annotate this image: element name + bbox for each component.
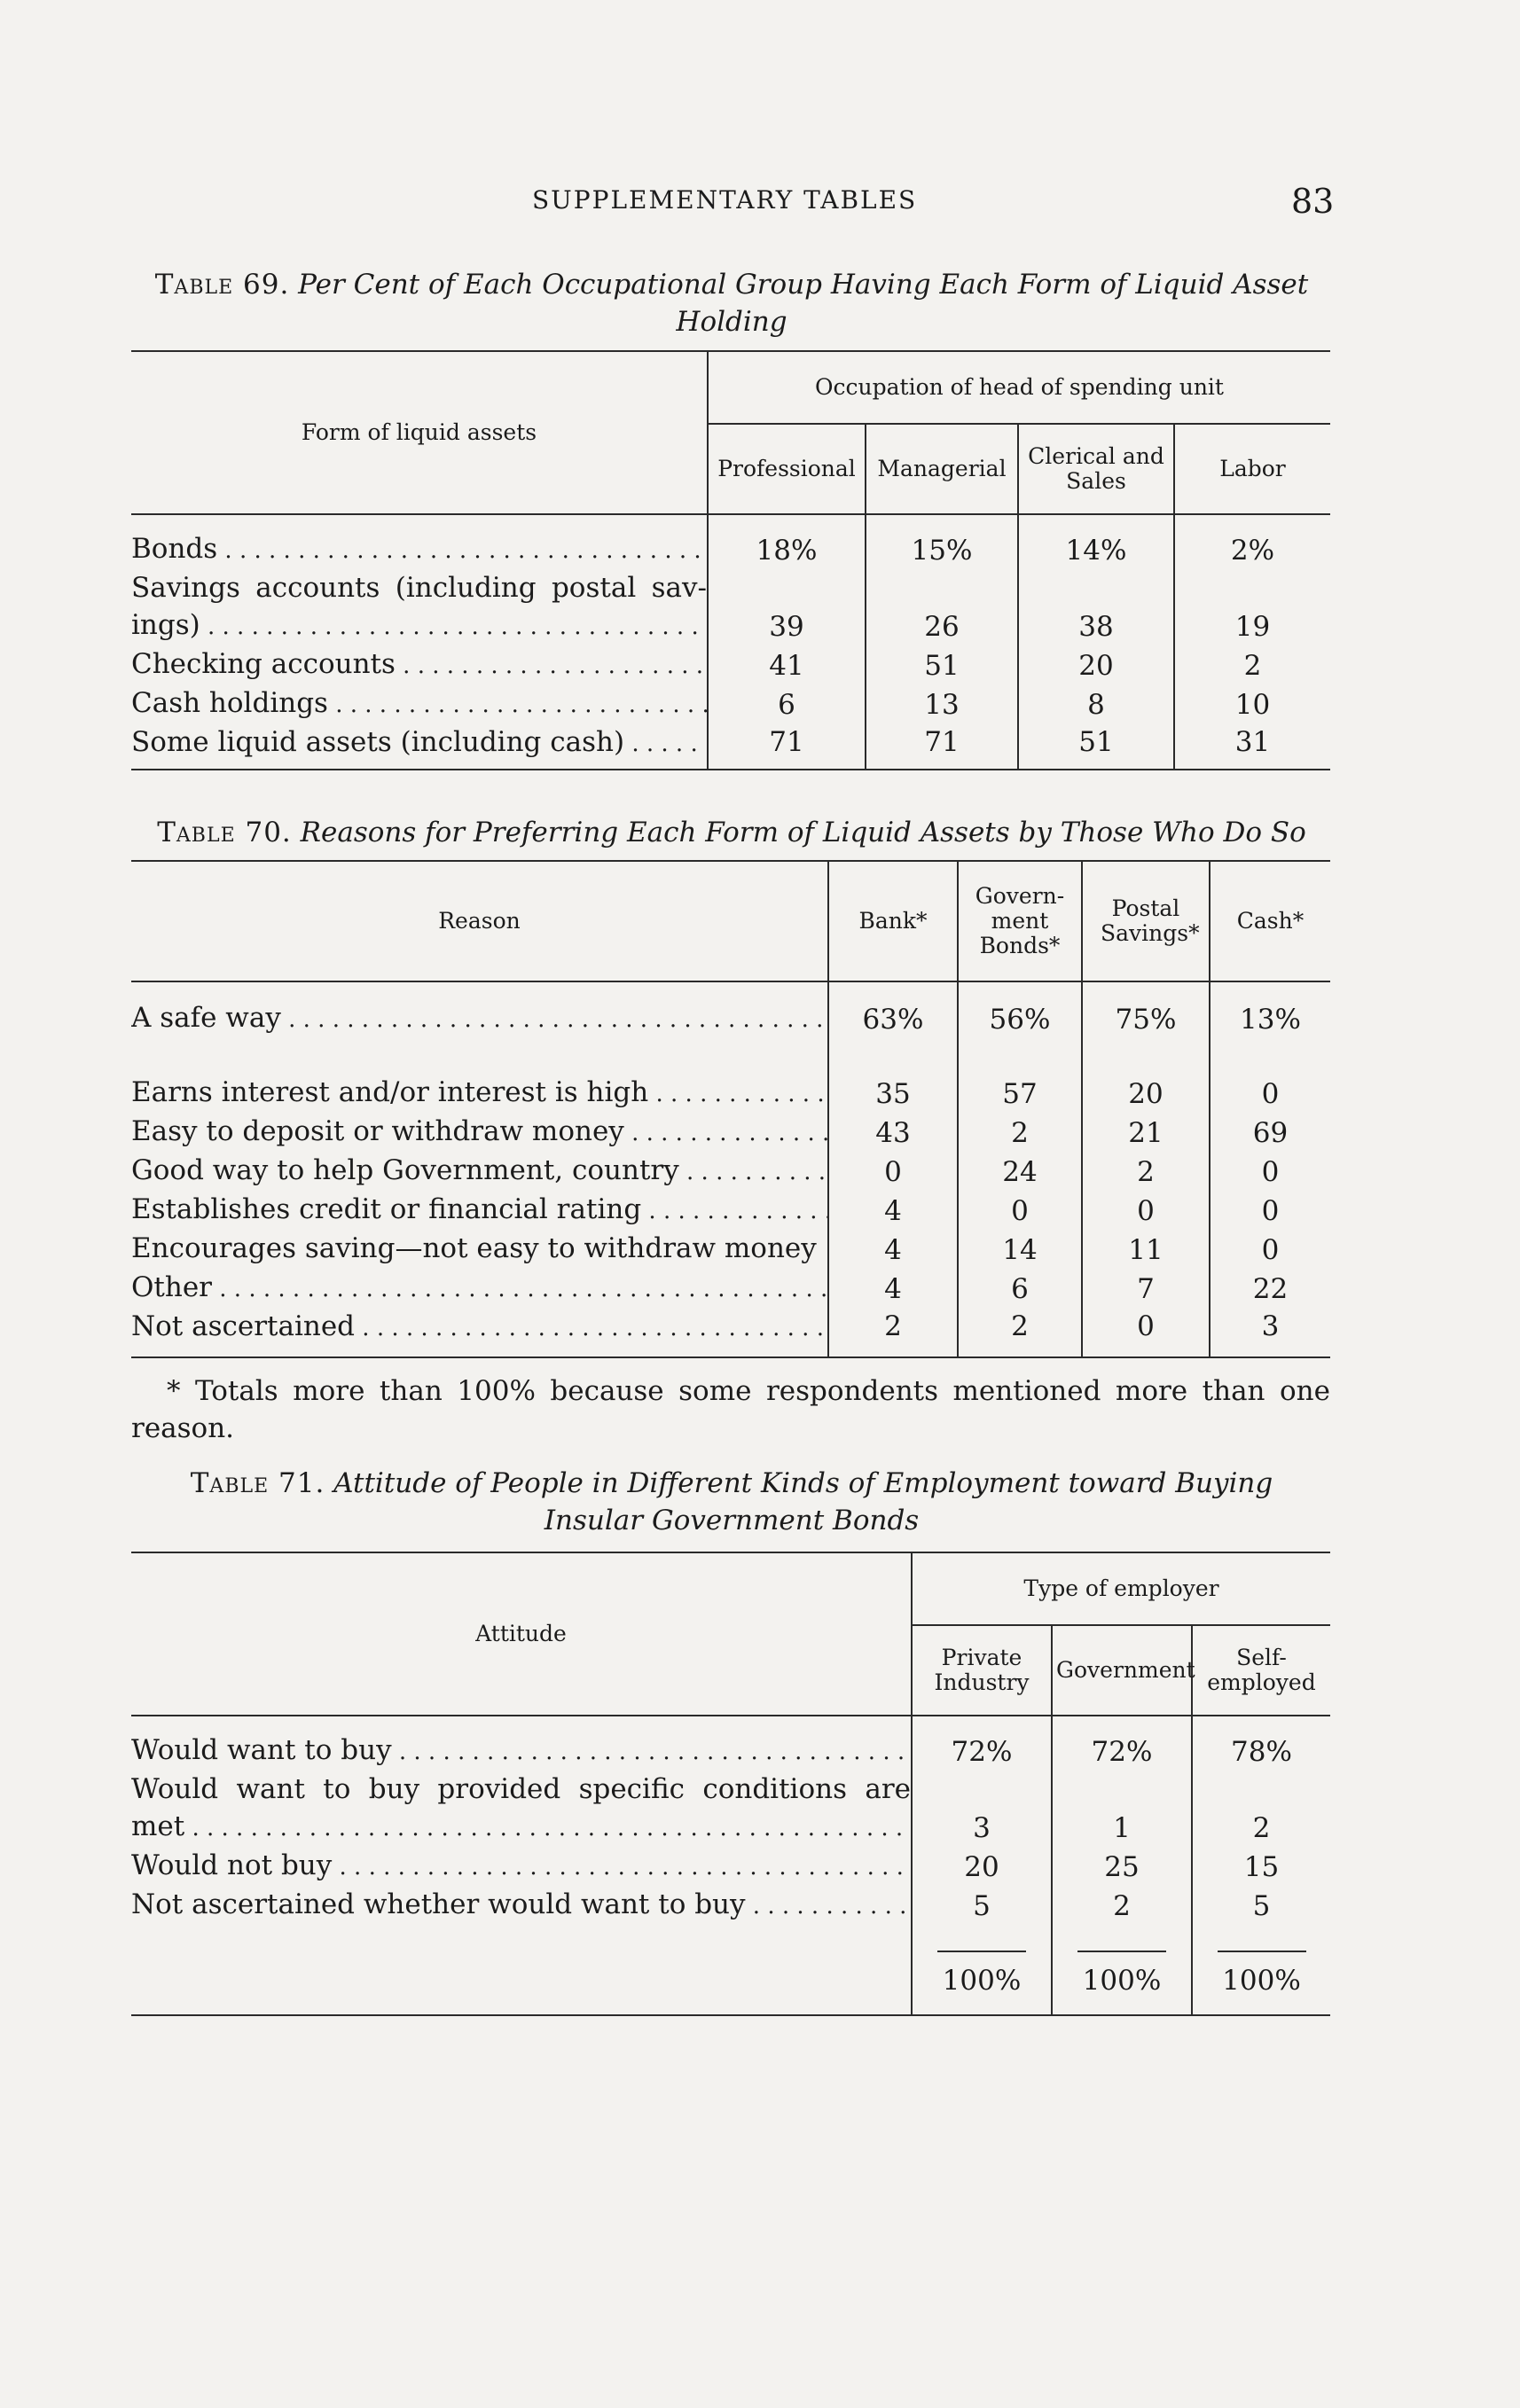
table-cell: 0: [1210, 1191, 1330, 1230]
table-cell: 14%: [1018, 514, 1174, 569]
table70-col-header: Govern- ment Bonds*: [958, 861, 1082, 981]
table-cell: 7: [1082, 1269, 1210, 1308]
table-cell: 20: [1018, 645, 1174, 684]
table-row: [131, 1269, 1330, 1308]
table-row: [131, 981, 1330, 1038]
table-cell: 63%: [828, 981, 958, 1038]
table-cell: 19: [1174, 606, 1330, 645]
table-row: [131, 1716, 1330, 1771]
table-row: [131, 1038, 1330, 1113]
table-cell: 2: [1052, 1886, 1192, 1925]
table71-group-header: Type of employer: [912, 1552, 1330, 1625]
row-label: Checking accounts . . .: [131, 648, 707, 680]
table-row: [131, 1230, 1330, 1269]
table-cell: 3: [912, 1808, 1052, 1847]
table70-stub-header: Reason: [131, 861, 828, 981]
table-row: [131, 1191, 1330, 1230]
page-number: 83: [1291, 182, 1335, 221]
table-cell: 14: [958, 1230, 1082, 1269]
table-cell: 6: [958, 1269, 1082, 1308]
total-rule: [937, 1951, 1026, 1952]
table71-label: Table 71.: [190, 1467, 325, 1499]
table-cell: 72%: [912, 1716, 1052, 1771]
table71-col-header: Government: [1052, 1625, 1192, 1716]
table-cell: 2: [828, 1308, 958, 1357]
table-row: [131, 723, 1330, 770]
row-label: A safe way . . .: [131, 1002, 827, 1034]
table69-stub-header: Form of liquid assets: [131, 351, 708, 514]
table-cell: 41: [708, 645, 866, 684]
table-cell: 21: [1082, 1113, 1210, 1152]
table-cell: 3: [1210, 1308, 1330, 1357]
table-cell: 2: [958, 1308, 1082, 1357]
table-cell: 2: [958, 1113, 1082, 1152]
table-row: [131, 514, 1330, 569]
table-cell: 5: [1192, 1886, 1330, 1925]
running-header: [0, 182, 1520, 226]
table-cell: 25: [1052, 1847, 1192, 1886]
table70-col-header: Postal Savings*: [1082, 861, 1210, 981]
table-row: [131, 1308, 1330, 1357]
table-cell: 2: [1192, 1808, 1330, 1847]
table-cell: 0: [1210, 1152, 1330, 1191]
table70-col-header: Bank*: [828, 861, 958, 981]
table69-label: Table 69.: [154, 269, 290, 301]
table71-col-header: Self- employed: [1192, 1625, 1330, 1716]
table-row: [131, 569, 1330, 606]
table69-col-header: Clerical and Sales: [1018, 424, 1174, 514]
table69-col-header: Labor: [1174, 424, 1330, 514]
row-label: Some liquid assets (including cash) . . .: [131, 726, 707, 758]
table-cell: 0: [1082, 1308, 1210, 1357]
row-label: Easy to deposit or withdraw money . . .: [131, 1115, 827, 1147]
table-cell: 0: [1210, 1038, 1330, 1113]
table-cell: 2%: [1174, 514, 1330, 569]
table-cell: 26: [866, 606, 1018, 645]
table-cell: 4: [828, 1191, 958, 1230]
running-title: SUPPLEMENTARY TABLES: [532, 185, 918, 215]
row-label: Not ascertained . . .: [131, 1310, 827, 1342]
table-cell: 78%: [1192, 1716, 1330, 1771]
table-cell: 0: [828, 1152, 958, 1191]
table-row: [131, 684, 1330, 723]
table-row: [131, 1113, 1330, 1152]
table-cell: 38: [1018, 606, 1174, 645]
row-label: Other . . .: [131, 1271, 827, 1303]
table-row: [131, 1152, 1330, 1191]
table70-col-header: Cash*: [1210, 861, 1330, 981]
table-cell: 0: [958, 1191, 1082, 1230]
table-cell: 22: [1210, 1269, 1330, 1308]
table-cell: 51: [1018, 723, 1174, 770]
total-rule: [1077, 1951, 1166, 1952]
table-row: [131, 1847, 1330, 1886]
total-cell: 100%: [1192, 1962, 1330, 2015]
table-cell: 0: [1082, 1191, 1210, 1230]
table70-title: Reasons for Preferring Each Form of Liquid Assets by Those Who Do So: [300, 817, 1306, 848]
row-label: Cash holdings . . .: [131, 687, 707, 719]
table-cell: 35: [828, 1038, 958, 1113]
table-cell: 1: [1052, 1808, 1192, 1847]
table70-footnote: * Totals more than 100% because some respondents mentioned more than one reason.: [131, 1375, 1330, 1444]
table-cell: 20: [912, 1847, 1052, 1886]
table-cell: 75%: [1082, 981, 1210, 1038]
table70-label: Table 70.: [157, 817, 292, 848]
row-label: met . . .: [131, 1810, 911, 1842]
table-cell: 2: [1174, 645, 1330, 684]
table-row: [131, 1808, 1330, 1847]
table-cell: 5: [912, 1886, 1052, 1925]
total-rule: [1218, 1951, 1306, 1952]
table-cell: 15%: [866, 514, 1018, 569]
table-cell: 2: [1082, 1152, 1210, 1191]
table71-col-header: Private Industry: [912, 1625, 1052, 1716]
table-cell: 31: [1174, 723, 1330, 770]
table70: [131, 860, 1330, 1358]
row-label-line1: Savings accounts (including postal sav-: [131, 572, 707, 604]
table69-title: Per Cent of Each Occupational Group Having Each Form of Liquid Asset Holding: [298, 269, 1309, 338]
row-label: Encourages saving—not easy to withdraw money: [131, 1232, 817, 1264]
table-cell: 4: [828, 1230, 958, 1269]
table71-title-line1: Attitude of People in Different Kinds of Employment toward Buying: [333, 1467, 1273, 1499]
table71-caption: [133, 1465, 1330, 1539]
table69-group-header: Occupation of head of spending unit: [708, 351, 1330, 424]
row-label: Not ascertained whether would want to buy . . .: [131, 1888, 911, 1920]
table-cell: 10: [1174, 684, 1330, 723]
total-row: [131, 1962, 1330, 2015]
row-label: Earns interest and/or interest is high . . .: [131, 1076, 827, 1108]
row-label: Would want to buy . . .: [131, 1734, 911, 1766]
row-label: Bonds . . .: [131, 533, 707, 565]
total-cell: 100%: [1052, 1962, 1192, 2015]
table-cell: 51: [866, 645, 1018, 684]
table-cell: 15: [1192, 1847, 1330, 1886]
row-label: Good way to help Government, country . . .: [131, 1154, 827, 1186]
row-label: Establishes credit or financial rating . . .: [131, 1193, 827, 1225]
table-cell: 71: [866, 723, 1018, 770]
table-cell: 20: [1082, 1038, 1210, 1113]
table-cell: 71: [708, 723, 866, 770]
table-cell: 56%: [958, 981, 1082, 1038]
table71-stub-header: Attitude: [131, 1552, 912, 1716]
table70-caption: [133, 814, 1330, 851]
table-row: [131, 645, 1330, 684]
table-row: [131, 1886, 1330, 1925]
row-label-line1: Would want to buy provided specific conditions are: [131, 1773, 911, 1805]
table-cell: 13%: [1210, 981, 1330, 1038]
table-cell: 57: [958, 1038, 1082, 1113]
table69: [131, 350, 1330, 770]
table-cell: 72%: [1052, 1716, 1192, 1771]
table71-title-line2: Insular Government Bonds: [544, 1505, 920, 1536]
table69-col-header: Managerial: [866, 424, 1018, 514]
table-cell: 69: [1210, 1113, 1330, 1152]
table71: [131, 1552, 1330, 2016]
table-cell: 8: [1018, 684, 1174, 723]
row-label: ings) . . .: [131, 609, 707, 641]
table-cell: 43: [828, 1113, 958, 1152]
table-cell: 13: [866, 684, 1018, 723]
table-cell: 24: [958, 1152, 1082, 1191]
table69-col-header: Professional: [708, 424, 866, 514]
table-cell: 39: [708, 606, 866, 645]
table-cell: 0: [1210, 1230, 1330, 1269]
table-cell: 18%: [708, 514, 866, 569]
table-cell: 4: [828, 1269, 958, 1308]
table-cell: 11: [1082, 1230, 1210, 1269]
table-cell: 6: [708, 684, 866, 723]
table-row: [131, 606, 1330, 645]
row-label: Would not buy . . .: [131, 1849, 911, 1881]
total-cell: 100%: [912, 1962, 1052, 2015]
table-row: [131, 1771, 1330, 1808]
table69-caption: [133, 266, 1330, 340]
